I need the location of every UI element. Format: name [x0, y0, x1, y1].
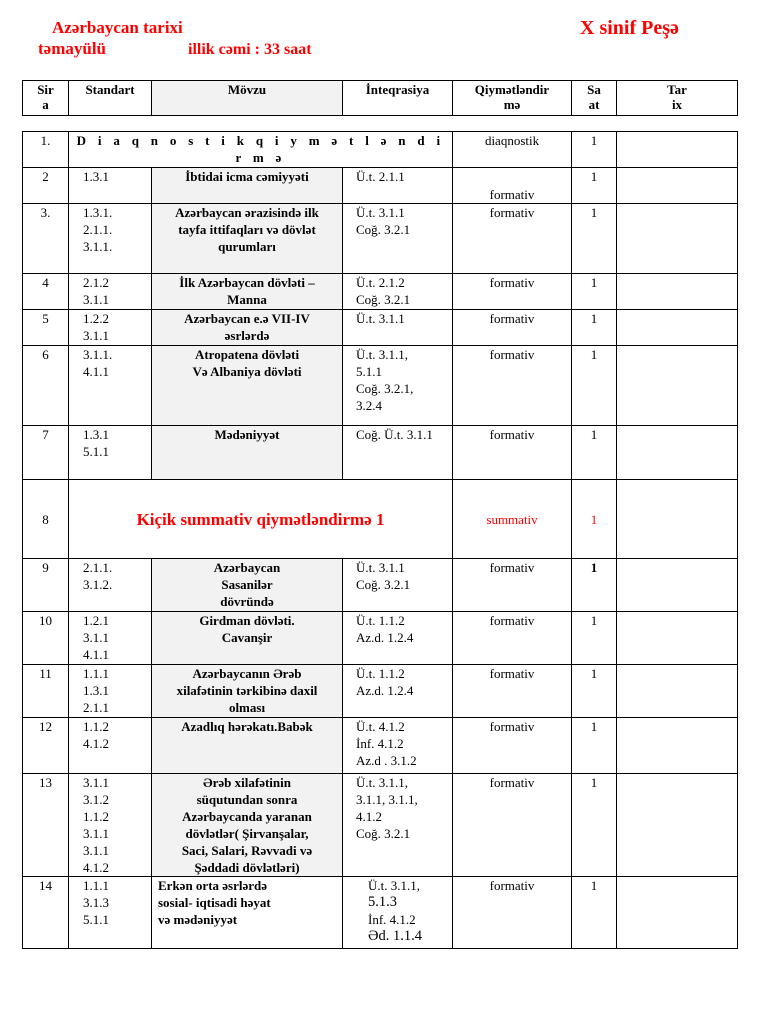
hours-total: illik cəmi : 33 saat: [188, 41, 312, 58]
topic-line: İbtidai icma cəmiyyəti: [185, 169, 309, 184]
topic-cell: [152, 346, 343, 426]
topic-line: sosial- iqtisadi həyat: [158, 895, 271, 910]
topic-line: Manna: [227, 292, 267, 307]
topic-cell: [152, 559, 343, 612]
topic-cell: [152, 877, 343, 949]
integration-cell: [343, 168, 453, 204]
standard-code: 2.1.2: [83, 275, 109, 290]
integration-code: Coğ. 3.2.1: [356, 222, 411, 237]
integration-code: 3.1.1, 3.1.1,: [356, 792, 418, 807]
integration-code: Ü.t. 3.1.1: [356, 560, 405, 575]
integration-code: Coğ. 3.2.1: [356, 826, 411, 841]
standard-code: 1.3.1.: [83, 205, 113, 220]
col-header-standard: Standart: [69, 81, 152, 116]
standard-code: 3.1.1: [83, 826, 109, 841]
standard-code: 3.1.3: [83, 895, 109, 910]
standard-code: 4.1.1: [83, 647, 109, 662]
topic-line: Erkən orta əsrlərdə: [158, 878, 268, 893]
subject-title: Azərbaycan tarixi: [52, 18, 183, 37]
row-number: 3.: [23, 204, 69, 274]
integration-code: Az.d . 3.1.2: [356, 753, 417, 768]
topic-cell: [152, 718, 343, 774]
date-cell: [617, 168, 738, 204]
integration-code: Ü.t. 2.1.1: [356, 169, 405, 184]
topic-line: dövlətlər( Şirvanşalar,: [185, 826, 309, 841]
col-header-assessment: [453, 81, 572, 116]
standard-cell: [69, 274, 152, 310]
hours-cell: 1: [572, 132, 617, 168]
date-cell: [617, 665, 738, 718]
table-row: [23, 612, 738, 665]
date-cell: [617, 132, 738, 168]
standard-cell: [69, 310, 152, 346]
row-number: 14: [23, 877, 69, 949]
standard-code: 3.1.1: [83, 630, 109, 645]
integration-cell: [343, 774, 453, 877]
hours-cell: 1: [572, 718, 617, 774]
topic-line: süqutundan sonra: [196, 792, 298, 807]
col-header-text: ix: [671, 97, 683, 112]
col-header-date: [617, 81, 738, 116]
date-cell: [617, 204, 738, 274]
diagnostic-title: D i a q n o s t i k q i y m ə t l ə n d i r m ə: [69, 132, 453, 168]
integration-code: Az.d. 1.2.4: [356, 630, 414, 645]
col-header-text: Sir: [37, 82, 54, 97]
topic-line: Və Albaniya dövləti: [192, 364, 302, 379]
integration-cell: [343, 310, 453, 346]
date-cell: [617, 774, 738, 877]
standard-code: 3.1.1: [83, 775, 109, 790]
integration-code: Coğ. Ü.t. 3.1.1: [356, 427, 433, 442]
integration-code: Ü.t. 3.1.1,: [368, 878, 420, 893]
standard-code: 1.2.1: [83, 613, 109, 628]
standard-cell: [69, 665, 152, 718]
assessment-cell: formativ: [453, 718, 572, 774]
integration-code: Ü.t. 3.1.1,: [356, 347, 408, 362]
col-header-hours: [572, 81, 617, 116]
col-header-text: Sa: [587, 82, 601, 97]
hours-cell: 1: [572, 168, 617, 204]
standard-cell: [69, 612, 152, 665]
topic-line: Sasanilər: [221, 577, 273, 592]
date-cell: [617, 559, 738, 612]
topic-line: Şəddadi dövlətləri): [194, 860, 300, 875]
standard-code: 4.1.1: [83, 364, 109, 379]
table-row: [23, 346, 738, 426]
row-number: 6: [23, 346, 69, 426]
standard-cell: [69, 718, 152, 774]
col-header-text: at: [588, 97, 600, 112]
row-number: 2: [23, 168, 69, 204]
assessment-cell: formativ: [453, 877, 572, 949]
hours-cell: 1: [572, 204, 617, 274]
standard-cell: [69, 204, 152, 274]
integration-code: Əd. 1.1.4: [368, 928, 422, 944]
standard-cell: [69, 877, 152, 949]
topic-line: Azərbaycan e.ə VII-IV: [184, 311, 310, 326]
standard-cell: [69, 426, 152, 480]
date-cell: [617, 480, 738, 559]
table-row: [23, 168, 738, 204]
col-header-number: [23, 81, 69, 116]
row-number: 4: [23, 274, 69, 310]
integration-cell: [343, 718, 453, 774]
integration-code: Coğ. 3.2.1,: [356, 381, 414, 396]
integration-code: İnf. 4.1.2: [368, 912, 416, 927]
table-row: [23, 274, 738, 310]
diagnostic-row: [23, 132, 738, 168]
date-cell: [617, 274, 738, 310]
topic-line: Girdman dövləti.: [199, 613, 295, 628]
topic-line: tayfa ittifaqları və dövlət: [178, 222, 316, 237]
topic-line: Azərbaycan: [213, 560, 281, 575]
col-header-text: a: [42, 97, 49, 112]
standard-code: 3.1.1.: [83, 347, 113, 362]
date-cell: [617, 877, 738, 949]
integration-code: 5.1.3: [368, 894, 397, 910]
topic-cell: [152, 612, 343, 665]
assessment-cell: formativ: [453, 665, 572, 718]
standard-code: 3.1.1.: [83, 239, 113, 254]
row-number: 12: [23, 718, 69, 774]
hours-cell: 1: [572, 774, 617, 877]
standard-code: 3.1.1: [83, 292, 109, 307]
standard-code: 2.1.1.: [83, 560, 113, 575]
standard-cell: [69, 168, 152, 204]
col-header-topic: Mövzu: [152, 81, 343, 116]
curriculum-table: [22, 131, 738, 949]
assessment-cell: formativ: [453, 204, 572, 274]
topic-line: İlk Azərbaycan dövləti –: [179, 275, 315, 290]
integration-cell: [343, 665, 453, 718]
col-header-text: mə: [503, 97, 521, 112]
column-header-table: [22, 80, 738, 116]
standard-code: 3.1.1: [83, 328, 109, 343]
integration-code: Ü.t. 3.1.1: [356, 311, 405, 326]
standard-code: 1.3.1: [83, 427, 109, 442]
integration-code: İnf. 4.1.2: [356, 736, 404, 751]
integration-code: Coğ. 3.2.1: [356, 577, 411, 592]
assessment-cell: formativ: [453, 346, 572, 426]
assessment-cell: formativ: [453, 426, 572, 480]
topic-cell: [152, 426, 343, 480]
topic-line: əsrlərdə: [224, 328, 270, 343]
col-header-text: Qiymətləndir: [474, 82, 550, 97]
topic-line: Azərbaycanın Ərəb: [192, 666, 302, 681]
row-number: 8: [23, 480, 69, 559]
topic-line: olması: [228, 700, 266, 715]
integration-code: 4.1.2: [356, 809, 382, 824]
grade-label: X sinif Peşə: [580, 17, 679, 39]
topic-line: dövründə: [220, 594, 274, 609]
row-number: 10: [23, 612, 69, 665]
integration-code: Ü.t. 3.1.1,: [356, 775, 408, 790]
standard-cell: [69, 346, 152, 426]
topic-line: Saci, Salari, Rəvvadi və: [181, 843, 313, 858]
topic-cell: [152, 310, 343, 346]
hours-cell: 1: [572, 877, 617, 949]
date-cell: [617, 310, 738, 346]
date-cell: [617, 426, 738, 480]
topic-line: və mədəniyyət: [158, 912, 238, 927]
table-row: [23, 665, 738, 718]
integration-cell: [343, 559, 453, 612]
integration-code: Ü.t. 1.1.2: [356, 613, 405, 628]
standard-code: 5.1.1: [83, 912, 109, 927]
assessment-cell: formativ: [453, 612, 572, 665]
row-number: 9: [23, 559, 69, 612]
topic-line: Azərbaycan ərazisində ilk: [175, 205, 319, 220]
standard-code: 1.1.1: [83, 666, 109, 681]
integration-code: Az.d. 1.2.4: [356, 683, 414, 698]
table-row: [23, 426, 738, 480]
integration-cell: [343, 346, 453, 426]
standard-code: 3.1.2: [83, 792, 109, 807]
assessment-cell: formativ: [453, 774, 572, 877]
integration-code: Ü.t. 4.1.2: [356, 719, 405, 734]
standard-code: 1.3.1: [83, 169, 109, 184]
assessment-cell: summativ: [453, 480, 572, 559]
date-cell: [617, 346, 738, 426]
column-header-row: [23, 81, 738, 116]
integration-cell: [343, 612, 453, 665]
table-row: [23, 774, 738, 877]
standard-code: 3.1.1: [83, 843, 109, 858]
hours-cell: 1: [572, 346, 617, 426]
topic-line: xilafətinin tərkibinə daxil: [176, 683, 318, 698]
row-number: 7: [23, 426, 69, 480]
date-cell: [617, 718, 738, 774]
assessment-cell: diaqnostik: [453, 132, 572, 168]
topic-line: Atropatena dövləti: [194, 347, 300, 362]
table-row: [23, 718, 738, 774]
standard-cell: [69, 774, 152, 877]
hours-cell: 1: [572, 665, 617, 718]
standard-cell: [69, 559, 152, 612]
assessment-cell: formativ: [453, 310, 572, 346]
topic-line: Cavanşir: [221, 630, 273, 645]
topic-cell: [152, 204, 343, 274]
integration-cell: [343, 877, 453, 949]
standard-code: 2.1.1.: [83, 222, 113, 237]
integration-code: Ü.t. 1.1.2: [356, 666, 405, 681]
integration-code: Coğ. 3.2.1: [356, 292, 411, 307]
standard-code: 1.1.2: [83, 809, 109, 824]
row-number: 11: [23, 665, 69, 718]
standard-code: 1.3.1: [83, 683, 109, 698]
integration-cell: [343, 274, 453, 310]
row-number: 1.: [23, 132, 69, 168]
standard-code: 3.1.2.: [83, 577, 113, 592]
assessment-cell: formativ: [453, 168, 572, 204]
row-number: 5: [23, 310, 69, 346]
standard-code: 2.1.1: [83, 700, 109, 715]
col-header-text: Tar: [667, 82, 687, 97]
topic-cell: [152, 774, 343, 877]
table-row: [23, 310, 738, 346]
date-cell: [617, 612, 738, 665]
integration-cell: [343, 426, 453, 480]
summative-title: Kiçik summativ qiymətləndirmə 1: [69, 480, 453, 559]
orientation-label: təmayülü: [38, 39, 106, 58]
hours-cell: 1: [572, 310, 617, 346]
integration-code: Ü.t. 2.1.2: [356, 275, 405, 290]
table-row: [23, 204, 738, 274]
standard-code: 5.1.1: [83, 444, 109, 459]
hours-cell: 1: [572, 559, 617, 612]
topic-line: Mədəniyyət: [214, 427, 280, 442]
standard-code: 4.1.2: [83, 860, 109, 875]
topic-line: Azərbaycanda yaranan: [182, 809, 312, 824]
integration-code: Ü.t. 3.1.1: [356, 205, 405, 220]
topic-line: Ərəb xilafətinin: [203, 775, 291, 790]
integration-code: 5.1.1: [356, 364, 382, 379]
table-row: [23, 877, 738, 949]
topic-line: qurumları: [218, 239, 276, 254]
col-header-integration: İnteqrasiya: [343, 81, 453, 116]
standard-code: 4.1.2: [83, 736, 109, 751]
standard-code: 1.1.1: [83, 878, 109, 893]
summative-row: [23, 480, 738, 559]
topic-line: Azadlıq hərəkatı.Babək: [181, 719, 313, 734]
hours-cell: 1: [572, 426, 617, 480]
standard-code: 1.2.2: [83, 311, 109, 326]
topic-cell: [152, 168, 343, 204]
hours-cell: 1: [572, 274, 617, 310]
row-number: 13: [23, 774, 69, 877]
integration-cell: [343, 204, 453, 274]
hours-cell: 1: [572, 612, 617, 665]
assessment-cell: formativ: [453, 559, 572, 612]
integration-code: 3.2.4: [356, 398, 382, 413]
topic-cell: [152, 665, 343, 718]
hours-cell: 1: [572, 480, 617, 559]
standard-code: 1.1.2: [83, 719, 109, 734]
topic-cell: [152, 274, 343, 310]
table-row: [23, 559, 738, 612]
assessment-cell: formativ: [453, 274, 572, 310]
